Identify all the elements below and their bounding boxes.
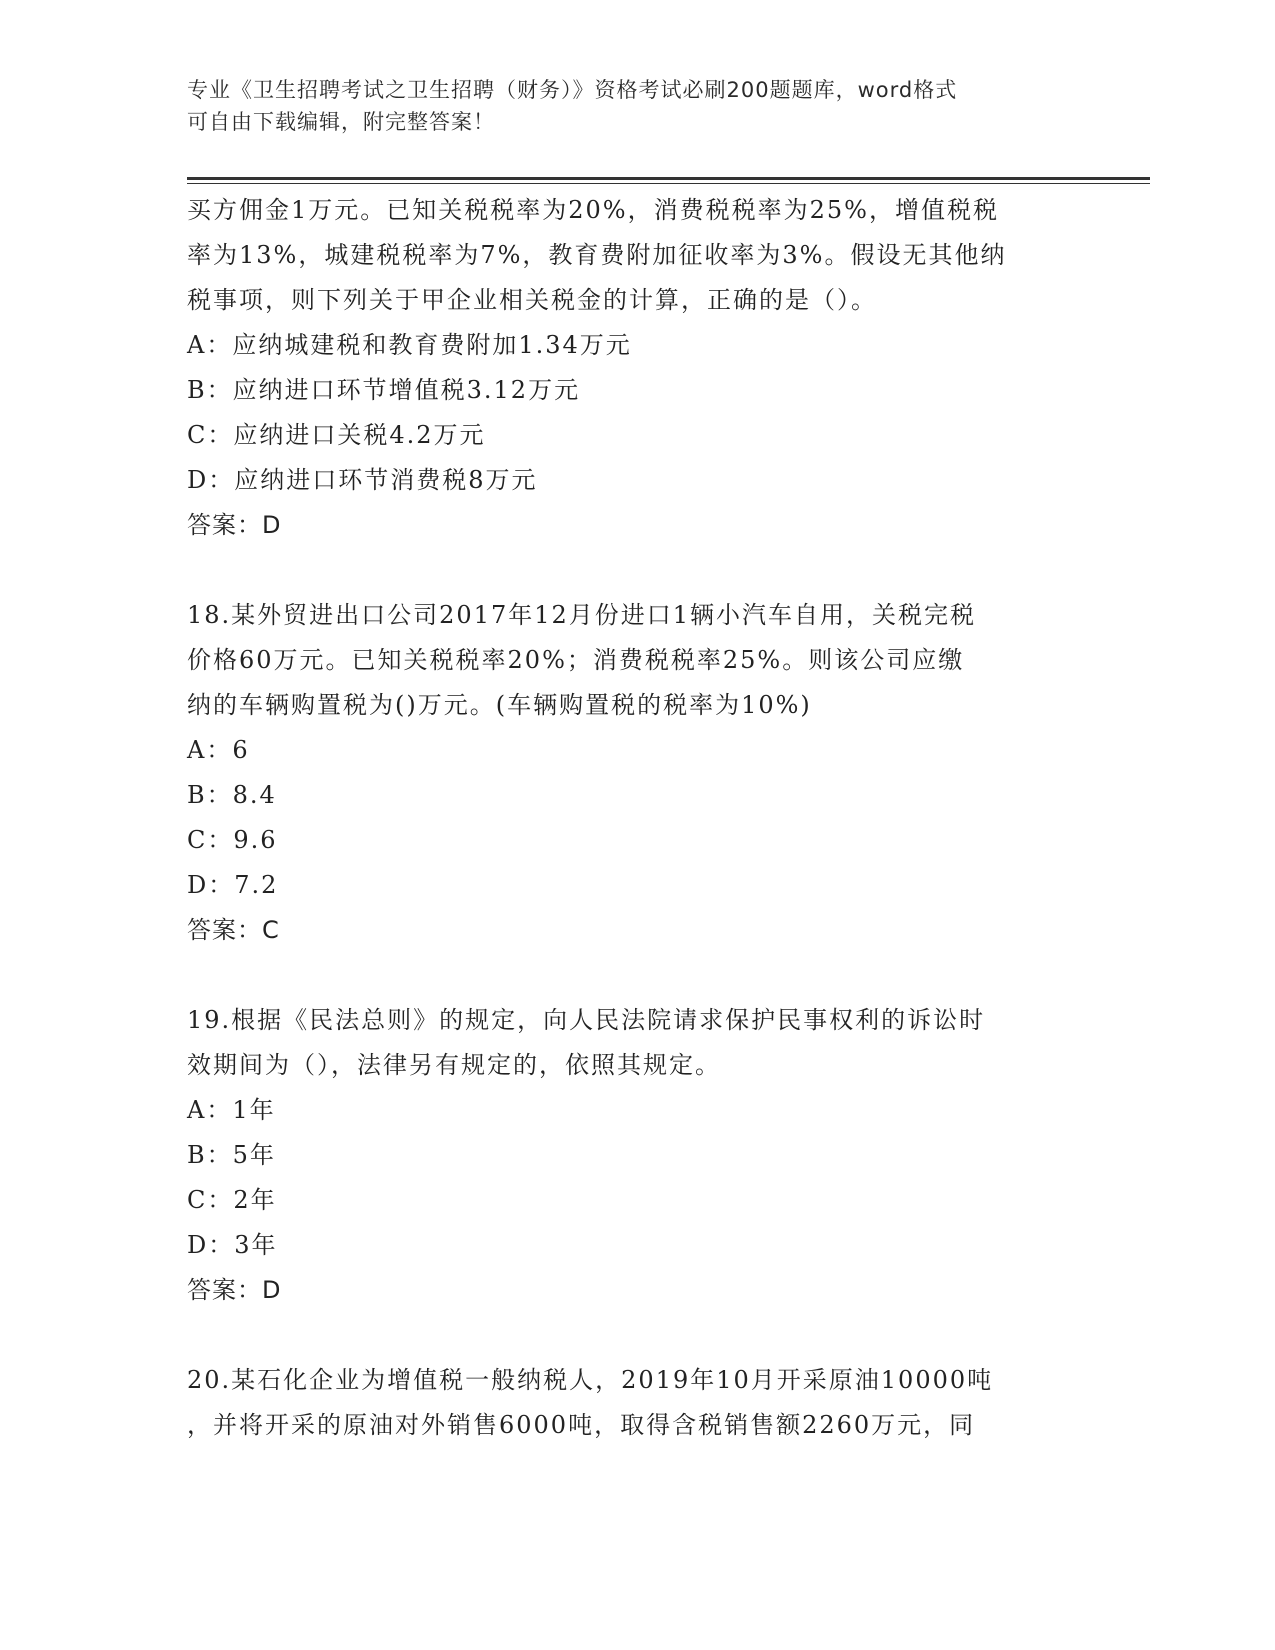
answer-label: 答案：D	[187, 511, 282, 539]
question-18	[187, 593, 1087, 953]
header-line-1: 专业《卫生招聘考试之卫生招聘（财务）》资格考试必刷200题题库，word格式	[187, 78, 958, 102]
option-a: A：应纳城建税和教育费附加1.34万元	[187, 331, 632, 359]
document-body	[187, 188, 1087, 1448]
question-stem-line: 纳的车辆购置税为()万元。(车辆购置税的税率为10%)	[187, 691, 812, 719]
question-stem-line: 买方佣金1万元。已知关税税率为20%，消费税税率为25%，增值税税	[187, 196, 999, 224]
question-stem-line: 20.某石化企业为增值税一般纳税人，2019年10月开采原油10000吨	[187, 1366, 994, 1394]
option-c: C：2年	[187, 1186, 277, 1214]
header-divider-thick	[187, 177, 1150, 180]
option-d: D：7.2	[187, 871, 279, 899]
question-stem-line: 效期间为（），法律另有规定的，依照其规定。	[187, 1051, 721, 1079]
question-20	[187, 1358, 1087, 1448]
question-stem-line: ，并将开采的原油对外销售6000吨，取得含税销售额2260万元，同	[187, 1411, 976, 1439]
question-spacer	[187, 548, 1087, 593]
option-b: B：5年	[187, 1141, 276, 1169]
header-line-2: 可自由下载编辑，附完整答案！	[187, 110, 495, 134]
answer-label: 答案：C	[187, 916, 280, 944]
question-stem-line: 19.根据《民法总则》的规定，向人民法院请求保护民事权利的诉讼时	[187, 1006, 986, 1034]
header-divider-thin	[187, 183, 1150, 184]
option-d: D：3年	[187, 1231, 278, 1259]
option-d: D：应纳进口环节消费税8万元	[187, 466, 538, 494]
answer-label: 答案：D	[187, 1276, 282, 1304]
question-17	[187, 188, 1087, 548]
question-stem-line: 价格60万元。已知关税税率20%；消费税税率25%。则该公司应缴	[187, 646, 965, 674]
option-a: A：1年	[187, 1096, 276, 1124]
question-stem-line: 率为13%，城建税税率为7%，教育费附加征收率为3%。假设无其他纳	[187, 241, 1007, 269]
option-b: B：应纳进口环节增值税3.12万元	[187, 376, 581, 404]
question-stem-line: 18.某外贸进出口公司2017年12月份进口1辆小汽车自用，关税完税	[187, 601, 977, 629]
question-spacer	[187, 953, 1087, 998]
option-b: B：8.4	[187, 781, 277, 809]
option-a: A：6	[187, 736, 250, 764]
option-c: C：应纳进口关税4.2万元	[187, 421, 486, 449]
question-stem-line: 税事项，则下列关于甲企业相关税金的计算，正确的是（）。	[187, 286, 877, 314]
document-header	[187, 74, 1067, 138]
question-spacer	[187, 1313, 1087, 1358]
question-19	[187, 998, 1087, 1313]
option-c: C：9.6	[187, 826, 278, 854]
